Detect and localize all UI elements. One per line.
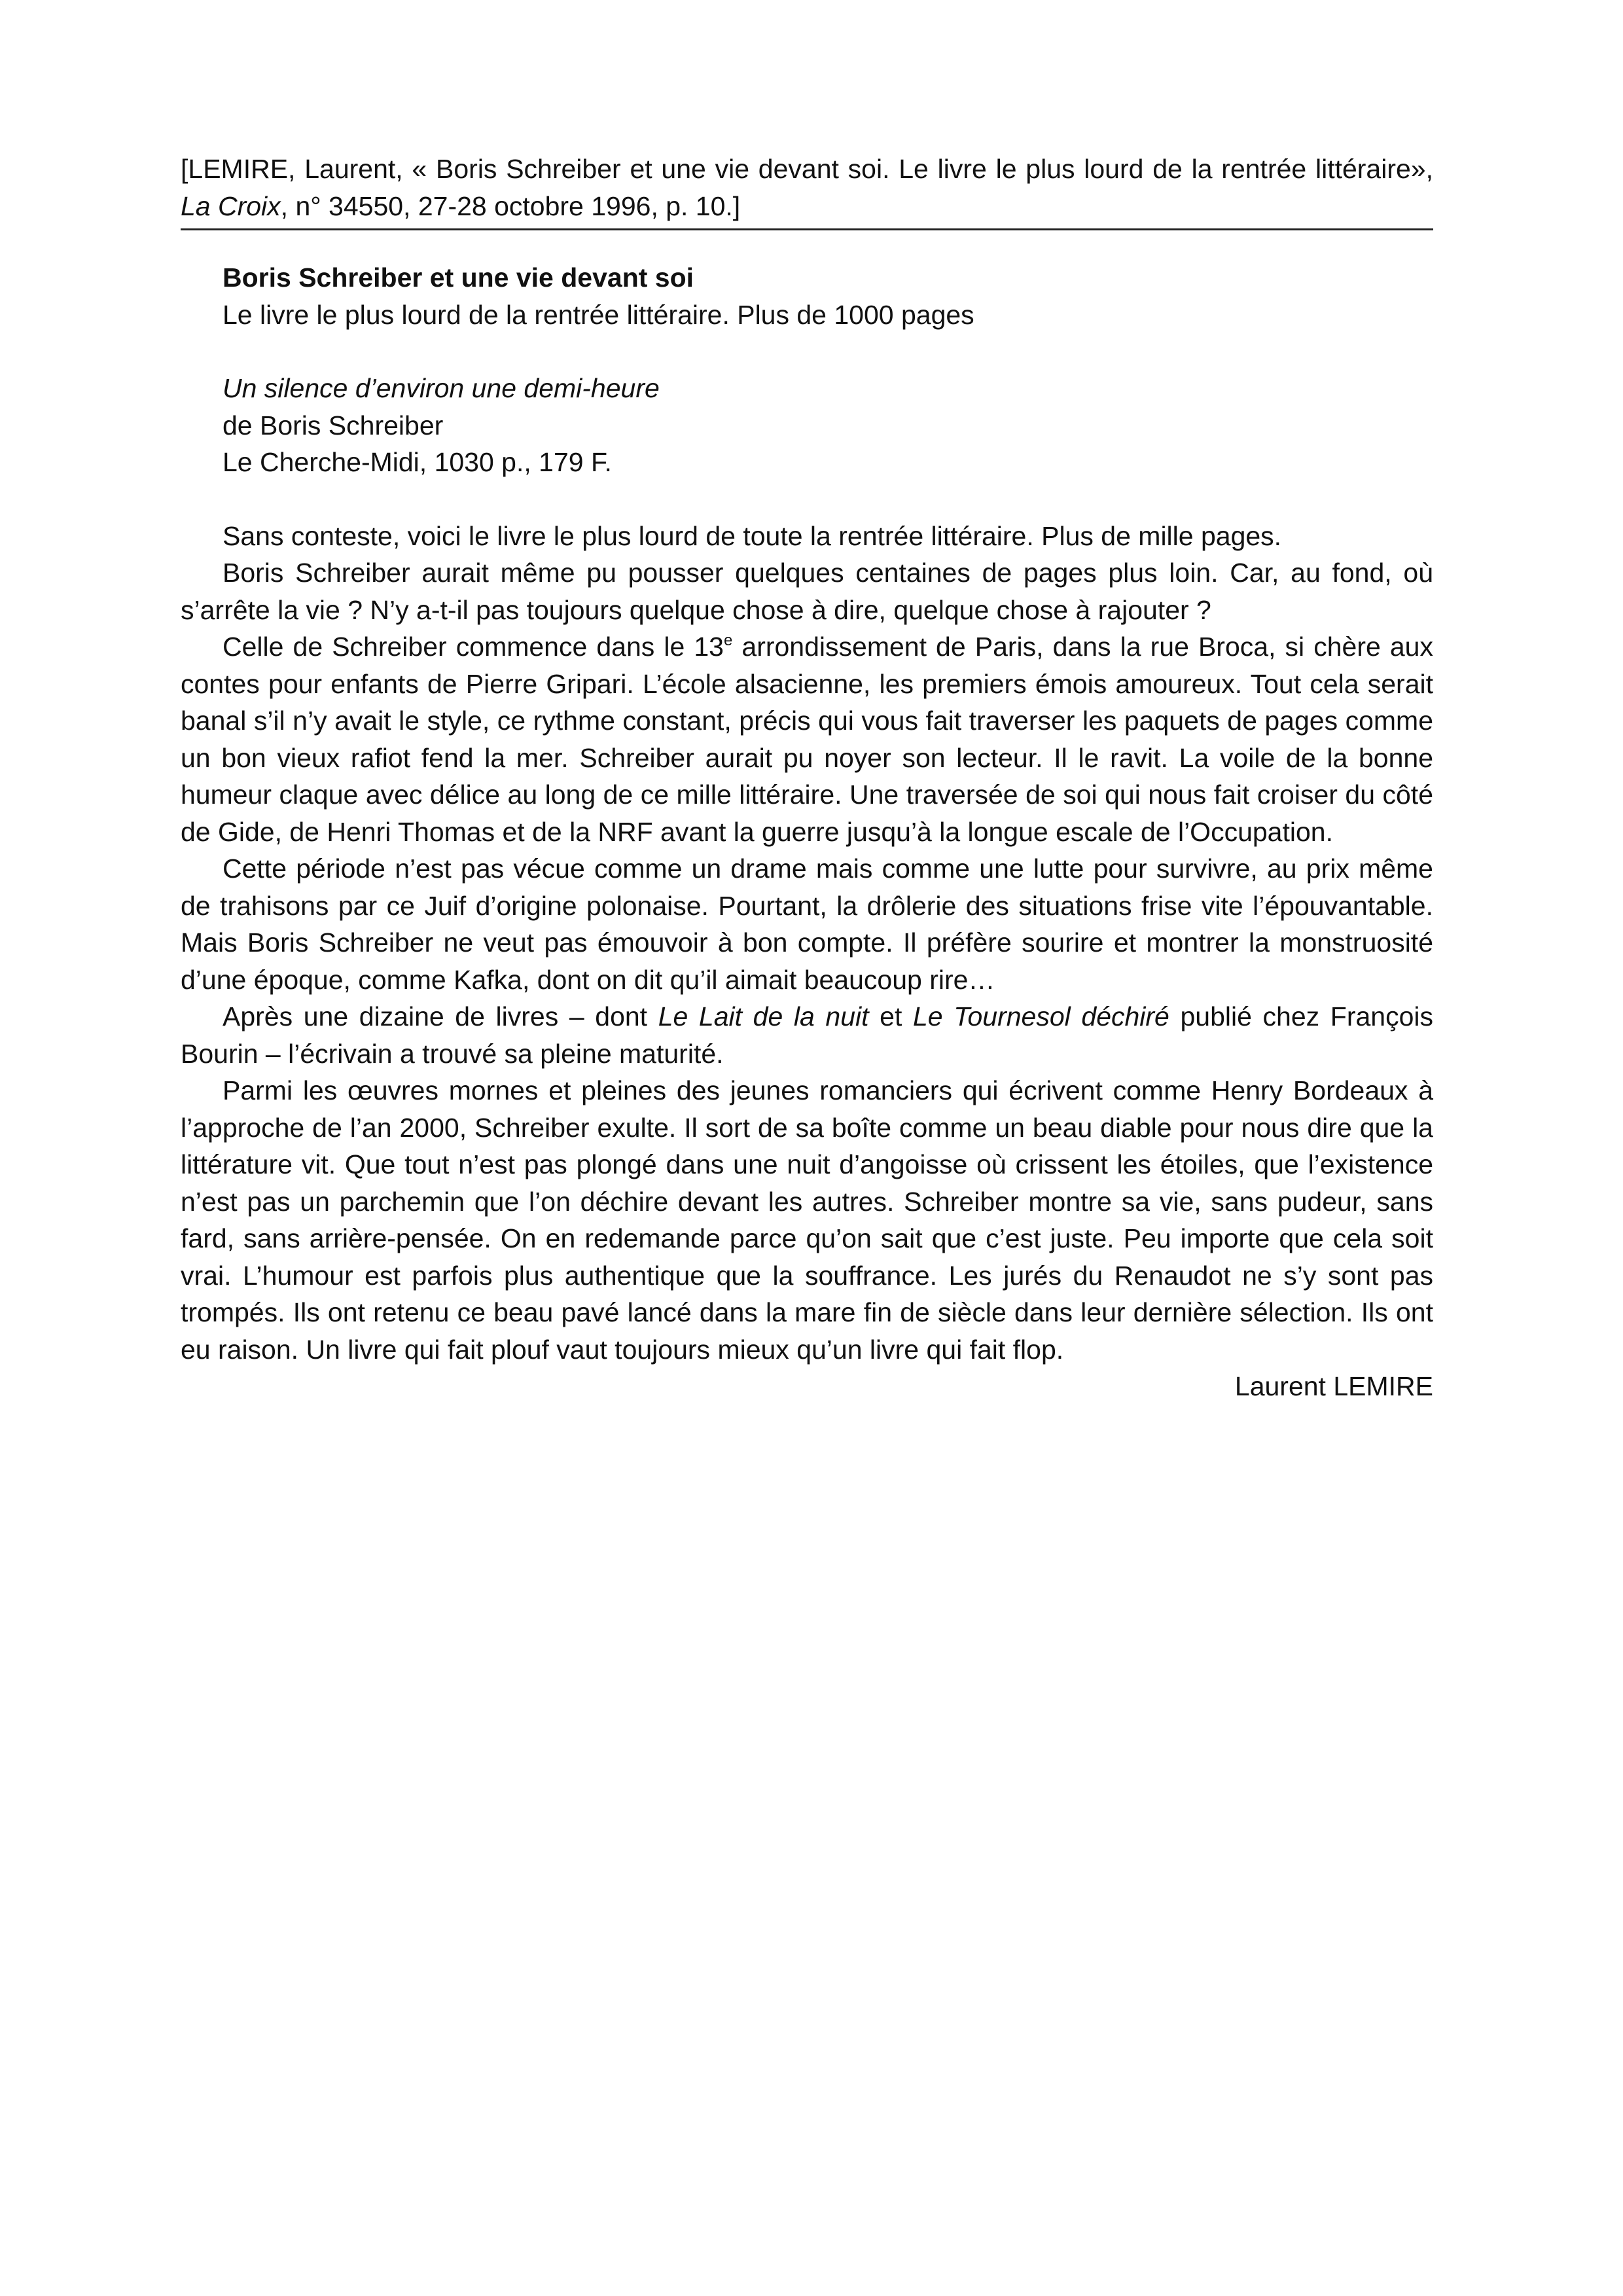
bibliographic-reference	[181, 151, 1433, 230]
article	[181, 259, 1433, 1405]
document-page	[181, 151, 1433, 1405]
ordinal-superscript: e	[723, 632, 733, 649]
body-paragraph-5	[181, 998, 1433, 1072]
book-title-tournesol-dechire: Le Tournesol déchiré	[912, 1001, 1169, 1031]
body-paragraph-4: Cette période n’est pas vécue comme un drame mais comme une lutte pour survivre, au prix même de trahisons par ce Juif d’origine polonaise. Pourtant, la drôlerie des situations frise vite l’épouvantable. Mais Boris Schreiber ne veut pas émouvoir à bon compte. Il préfère sourire et montrer la monstruosité d’une époque, comme Kafka, dont on dit qu’il aimait beaucoup rire…	[181, 853, 1433, 995]
body-paragraph-3	[181, 628, 1433, 850]
book-title-lait-de-la-nuit: Le Lait de la nuit	[658, 1001, 869, 1031]
book-title: Un silence d’environ une demi-heure	[223, 373, 660, 403]
book-author: de Boris Schreiber	[223, 410, 444, 440]
author-signature: Laurent LEMIRE	[1234, 1371, 1433, 1401]
article-subheadline: Le livre le plus lourd de la rentrée littéraire. Plus de 1000 pages	[223, 299, 974, 330]
paragraph-5-conjunction: et	[868, 1001, 913, 1031]
body-paragraph-6: Parmi les œuvres mornes et pleines des jeunes romanciers qui écrivent comme Henry Bordeaux à l’approche de l’an 2000, Schreiber exulte. Il sort de sa boîte comme un beau diable pour nous dire que la littérature vit. Que tout n’est pas plongé dans une nuit d’angoisse où crissent les étoiles, que l’existence n’est pas un parchemin que l’on déchire devant les autres. Schreiber montre sa vie, sans pudeur, sans fard, sans arrière-pensée. On en redemande parce qu’on sait que c’est juste. Peu importe que cela soit vrai. L’humour est parfois plus authentique que la souffrance. Les jurés du Renaudot ne s’y sont pas trompés. Ils ont retenu ce beau pavé lancé dans la mare fin de siècle dans leur dernière sélection. Ils ont eu raison. Un livre qui fait plouf vaut toujours mieux qu’un livre qui fait flop.	[181, 1075, 1433, 1365]
reference-open-text: [LEMIRE, Laurent, « Boris Schreiber et une vie devant soi. Le livre le plus lourd de la rentrée littéraire»,	[181, 154, 1433, 184]
article-body	[181, 518, 1433, 1369]
article-headline: Boris Schreiber et une vie devant soi	[223, 262, 694, 293]
paragraph-3-start: Celle de Schreiber commence dans le 13	[223, 632, 724, 662]
reference-details-text: , n° 34550, 27-28 octobre 1996, p. 10.]	[280, 190, 741, 221]
book-publisher: Le Cherche-Midi, 1030 p., 179 F.	[223, 447, 612, 477]
paragraph-5-rest: publié chez François Bourin – l’écrivain a trouvé sa pleine maturité.	[181, 1001, 1433, 1069]
paragraph-5-start: Après une dizaine de livres – dont	[223, 1001, 658, 1031]
reference-journal-title: La Croix	[181, 190, 281, 221]
body-paragraph-2: Boris Schreiber aurait même pu pousser quelques centaines de pages plus loin. Car, au fond, où s’arrête la vie ? N’y a-t-il pas toujours quelque chose à dire, quelque chose à rajouter ?	[181, 558, 1433, 625]
body-paragraph-1: Sans conteste, voici le livre le plus lourd de toute la rentrée littéraire. Plus de mille pages.	[223, 520, 1282, 551]
book-info	[223, 370, 1433, 481]
paragraph-3-rest: arrondissement de Paris, dans la rue Broca, si chère aux contes pour enfants de Pierre Gripari. L’école alsacienne, les premiers émois amoureux. Tout cela serait banal s’il n’y avait le style, ce rythme constant, précis qui vous fait traverser les paquets de pages comme un bon vieux rafiot fend la mer. Schreiber aurait pu noyer son lecteur. Il le ravit. La voile de la bonne humeur claque avec délice au long de ce mille littéraire. Une traversée de soi qui nous fait croiser du côté de Gide, de Henri Thomas et de la NRF avant la guerre jusqu’à la longue escale de l’Occupation.	[181, 632, 1433, 847]
